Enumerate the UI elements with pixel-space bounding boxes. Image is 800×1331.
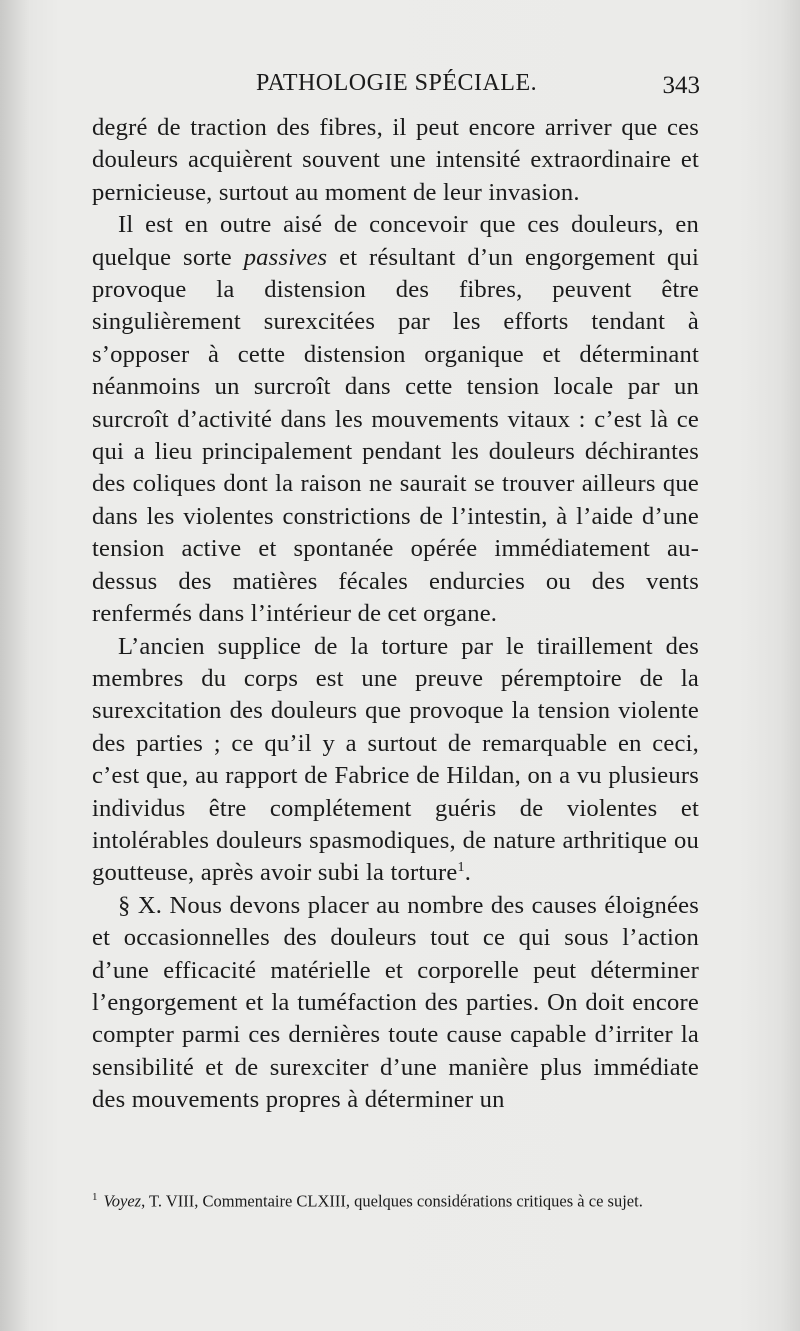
paragraph-3-end: .: [464, 859, 472, 887]
footnote-mark: 1: [92, 1191, 98, 1203]
footnote: [92, 1186, 698, 1213]
paragraph-2-text-b: et résultant d’un engorgement qui provoque la distension des fibres, peuvent être singulièrement surexcitées par les efforts tendant à s’opposer à cette distension organique et déterminant néanmoins un surcroît dans cette tension locale par un surcroît d’activité dans les mouvements vitaux : c’est là ce qui a lieu principalement pendant les douleurs déchirantes des coliques dont la raison ne saurait se trouver ailleurs que dans les violentes constrictions de l’intestin, à l’aide d’une tension active et spontanée opérée immédiatement au-dessus des matières fécales endurcies ou des vents renfermés dans l’intérieur de cet organe.: [92, 243, 699, 628]
paragraph-2: [92, 209, 699, 630]
footnote-text: , T. VIII, Commentaire CLXIII, quelques considérations critiques à ce sujet.: [141, 1191, 643, 1211]
page-number: 343: [662, 72, 700, 99]
paragraph-1: degré de traction des fibres, il peut encore arriver que ces douleurs acquièrent souvent une intensité extraordinaire et pernicieuse, surtout au moment de leur invasion.: [92, 114, 699, 206]
page-header: [92, 70, 700, 110]
body-text: [92, 112, 699, 1117]
running-head: PATHOLOGIE SPÉCIALE.: [256, 70, 538, 96]
paragraph-2-text-a: Il est en outre aisé de concevoir que ces douleurs, en quelque sorte: [92, 211, 699, 271]
footnote-reference: 1: [457, 860, 465, 876]
paragraph-2-italic: passives: [243, 243, 328, 271]
paragraph-3: [92, 631, 699, 890]
paragraph-3-text: L’ancien supplice de la torture par le tiraillement des membres du corps est une preuve péremptoire de la surexcitation des douleurs que provoque la tension violente des parties ; ce qu’il y a surtout de remarquable en ceci, c’est que, au rapport de Fabrice de Hildan, on a vu plusieurs individus être complétement guéris de violentes et intolérables douleurs spasmodiques, de nature arthritique ou goutteuse, après avoir subi la torture: [92, 632, 699, 887]
paragraph-4: § X. Nous devons placer au nombre des causes éloignées et occasionnelles des douleurs tout ce qui sous l’action d’une efficacité matérielle et corporelle peut déterminer l’engorgement et la tuméfaction des parties. On doit encore compter parmi ces dernières toute cause capable d’irriter la sensibilité et de surexciter d’une manière plus immédiate des mouvements propres à déterminer un: [92, 891, 699, 1114]
footnote-italic: Voyez: [103, 1191, 142, 1211]
